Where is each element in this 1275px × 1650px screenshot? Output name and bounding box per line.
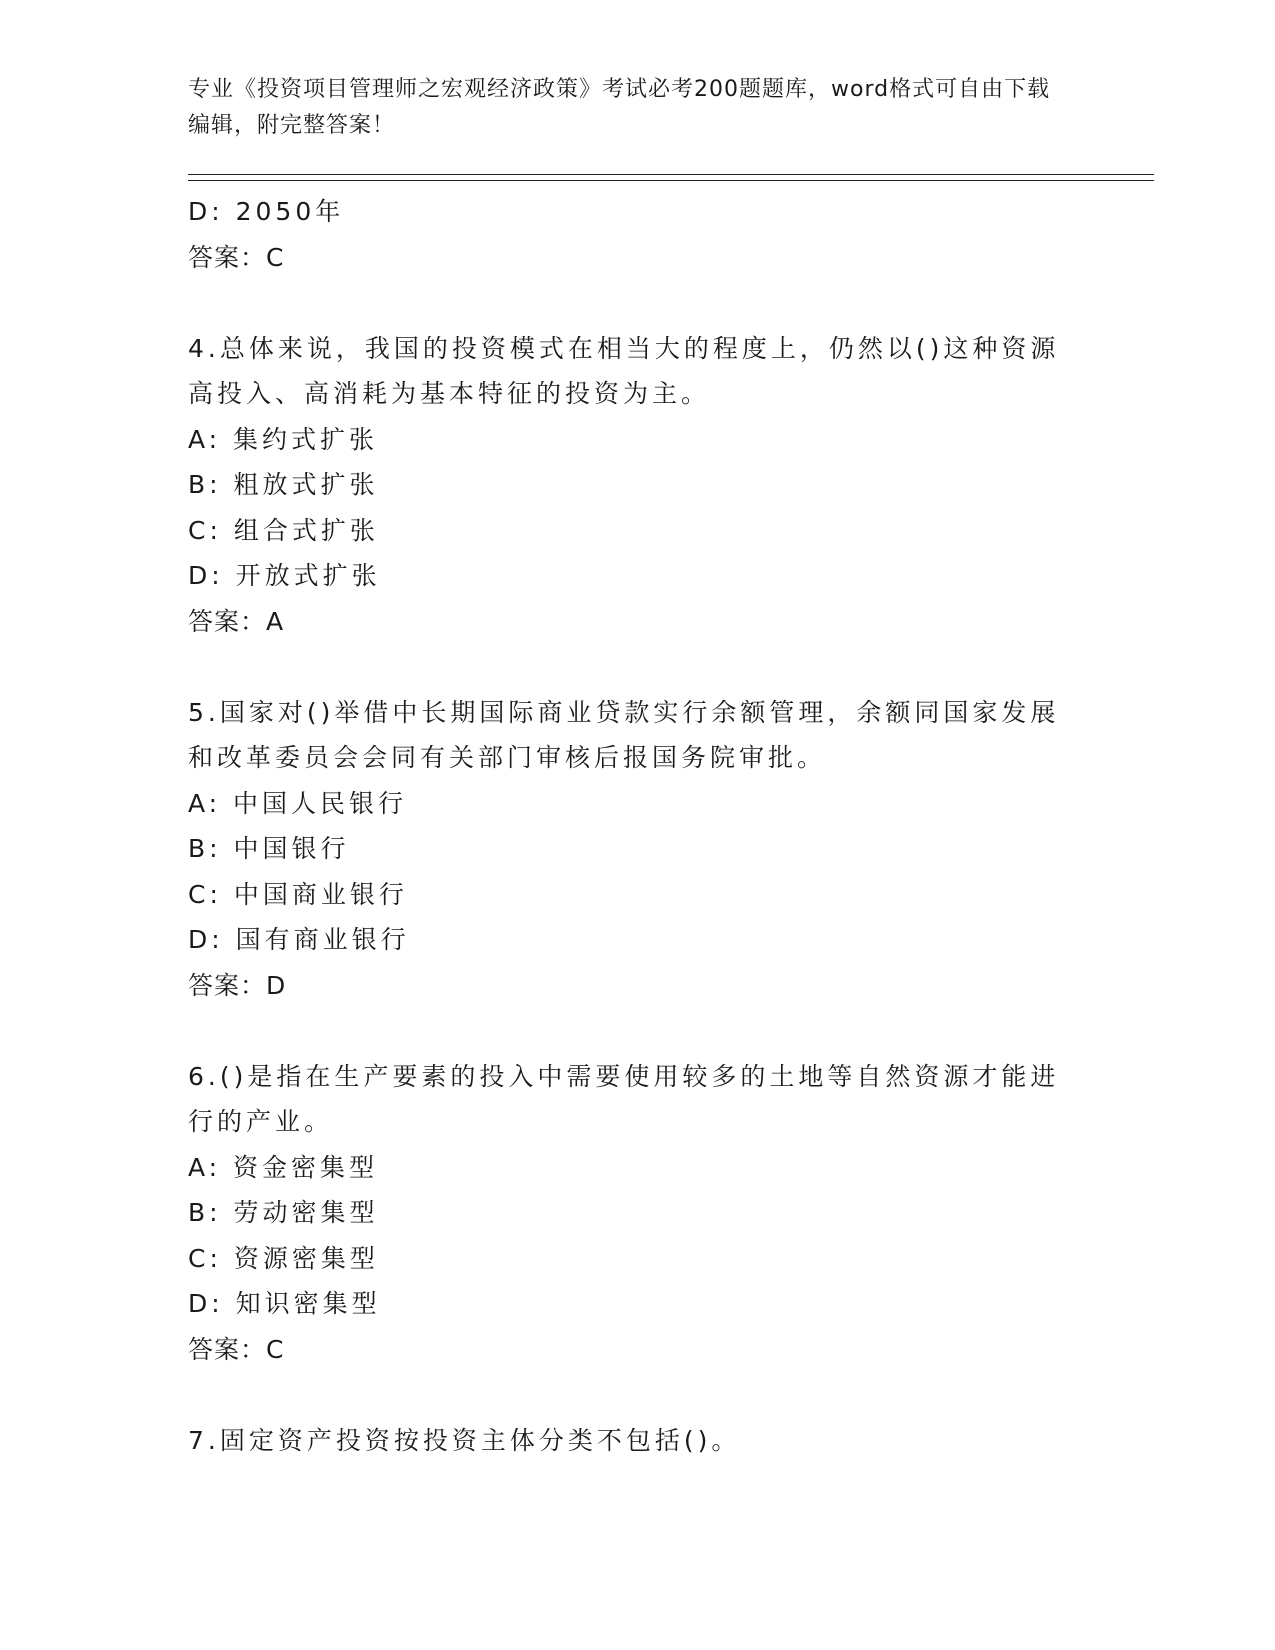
answer-line: 答案：D xyxy=(188,970,287,1000)
question-5 xyxy=(188,690,1068,1009)
option-a: A: 集约式扩张 xyxy=(188,424,379,454)
question-stem: 行的产业。 xyxy=(188,1107,334,1136)
option-a: A: 中国人民银行 xyxy=(188,788,408,818)
answer-line: 答案：C xyxy=(188,242,285,272)
question-4 xyxy=(188,326,1068,645)
header-rule-bottom xyxy=(188,180,1154,181)
option-b: B: 劳动密集型 xyxy=(188,1198,379,1227)
answer-line: 答案：A xyxy=(188,606,285,636)
question-6 xyxy=(188,1054,1068,1373)
spacer xyxy=(188,280,1068,326)
question-stem: 5.国家对()举借中长期国际商业贷款实行余额管理，余额同国家发展 xyxy=(188,697,1060,727)
question-stem: 和改革委员会会同有关部门审核后报国务院审批。 xyxy=(188,743,827,772)
document-body xyxy=(188,189,1068,1463)
question-stem: 4.总体来说，我国的投资模式在相当大的程度上，仍然以()这种资源 xyxy=(188,333,1060,363)
spacer xyxy=(188,1008,1068,1054)
option-b: B: 中国银行 xyxy=(188,834,350,863)
option-d: D: 知识密集型 xyxy=(188,1289,381,1318)
answer-line: 答案：C xyxy=(188,1334,285,1364)
option-c: C: 组合式扩张 xyxy=(188,515,379,545)
option-d: D: 开放式扩张 xyxy=(188,561,381,590)
question-stem: 7.固定资产投资按投资主体分类不包括()。 xyxy=(188,1425,741,1455)
spacer xyxy=(188,644,1068,690)
question-stem: 高投入、高消耗为基本特征的投资为主。 xyxy=(188,379,711,408)
option-c: C: 资源密集型 xyxy=(188,1243,379,1273)
option-d: D: 国有商业银行 xyxy=(188,925,410,954)
header-rule-top xyxy=(188,174,1154,175)
document-header: 专业《投资项目管理师之宏观经济政策》考试必考200题题库，word格式可自由下载编辑，附完整答案！ xyxy=(188,77,1051,138)
option-b: B: 粗放式扩张 xyxy=(188,470,379,499)
option-d: D: 2050年 xyxy=(188,197,345,226)
question-stem: 6.()是指在生产要素的投入中需要使用较多的土地等自然资源才能进 xyxy=(188,1061,1060,1091)
option-c: C: 中国商业银行 xyxy=(188,879,408,909)
question-7 xyxy=(188,1418,1068,1464)
spacer xyxy=(188,1372,1068,1418)
option-a: A: 资金密集型 xyxy=(188,1152,379,1182)
